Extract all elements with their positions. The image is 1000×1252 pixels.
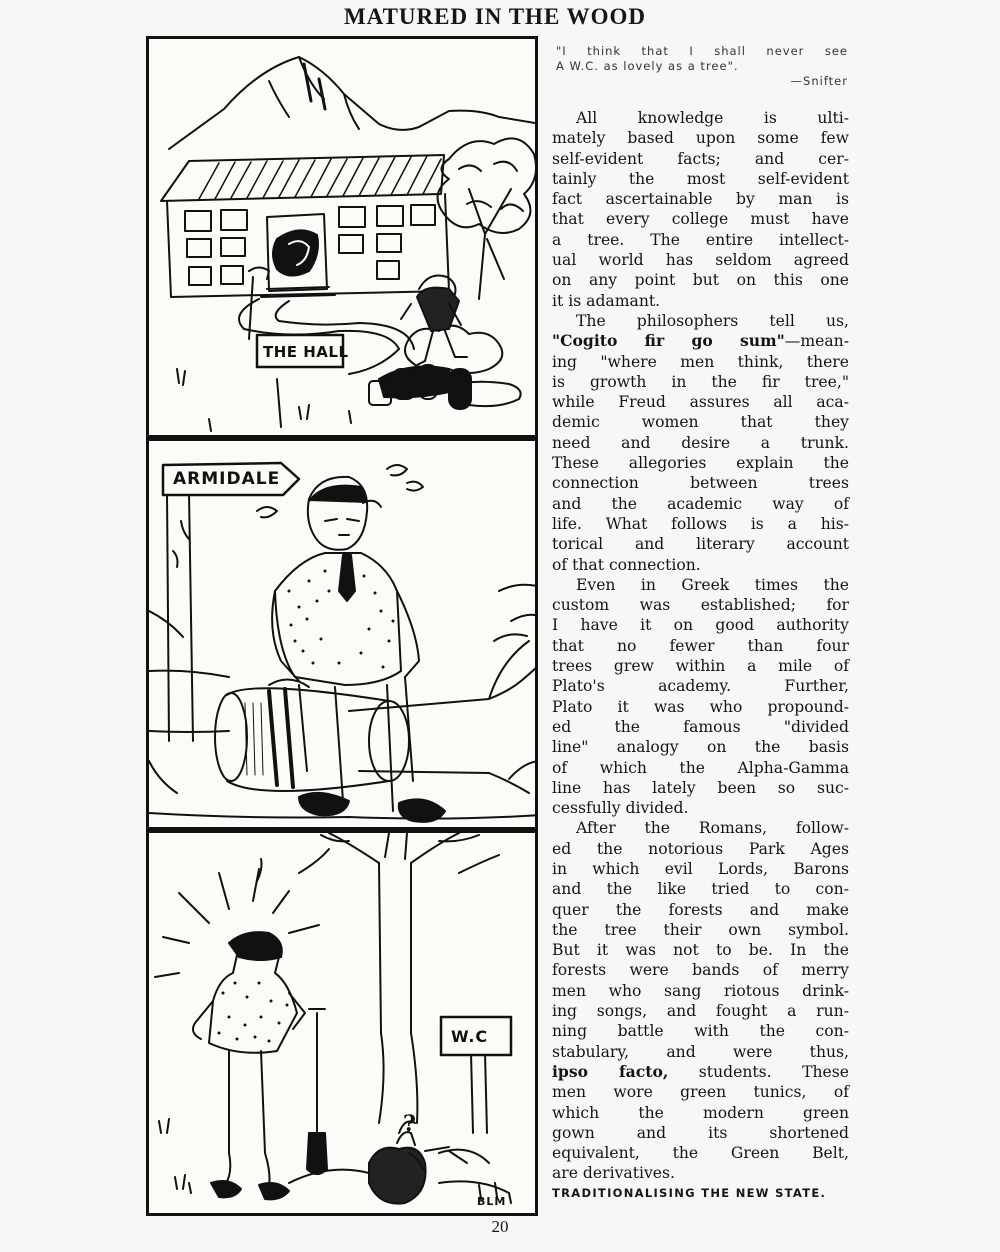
article-line: stabulary, and were thus, (552, 1042, 849, 1061)
comic-panel-3 (146, 830, 538, 1216)
article-line: self-evident facts; and cer- (552, 149, 849, 168)
article-line: "Cogito fir go sum"—mean- (552, 331, 849, 351)
article-line: These allegories explain the (552, 454, 849, 473)
epigraph (556, 44, 848, 89)
article-line: cessfully divided. (552, 799, 689, 818)
article-line: on any point but on this one (552, 271, 849, 290)
article-line: But it was not to be. In the (552, 941, 849, 960)
article-line: men who sang riotous drink- (552, 981, 849, 1000)
article-line: fact ascertainable by man is (552, 190, 849, 209)
article-line: that no fewer than four (552, 636, 849, 655)
article-line: torical and literary account (552, 535, 849, 554)
article-line: gown and its shortened (552, 1123, 849, 1142)
article-line: in which evil Lords, Barons (552, 859, 849, 878)
article-line: Even in Greek times the (576, 575, 849, 594)
article-line: a tree. The entire intellect- (552, 230, 849, 249)
article-line: while Freud assures all aca- (552, 393, 849, 412)
article-line: ing "where men think, there (552, 352, 849, 371)
comic-panel-1 (146, 36, 538, 438)
article-line: line" analogy on the basis (552, 738, 849, 757)
panel-2-drawing (149, 441, 538, 827)
article-line: line has lately been so suc- (552, 778, 849, 797)
artist-signature: BLM (477, 1195, 507, 1208)
armidale-sign: ARMIDALE (173, 469, 281, 489)
article-line: The philosophers tell us, (576, 311, 849, 330)
article-line: I have it on good authority (552, 616, 849, 635)
page-number: 20 (491, 1217, 509, 1236)
article-body (552, 108, 849, 1184)
article-line: demic women that they (552, 413, 849, 432)
article-line: ipso facto, students. These (552, 1061, 849, 1081)
panel-3-drawing (149, 833, 538, 1216)
article-line: the tree their own symbol. (552, 920, 849, 939)
article-line: mately based upon some few (552, 129, 849, 148)
article-line: All knowledge is ulti- (576, 109, 849, 127)
article-line: connection between trees (552, 474, 849, 493)
epigraph-line: "I think that I shall never see (556, 44, 848, 58)
article-line: are derivatives. (552, 1164, 675, 1183)
wc-sign: W.C (451, 1027, 489, 1046)
article-line: trees grew within a mile of (552, 657, 849, 676)
article-line: ual world has seldom agreed (552, 251, 849, 270)
article-line: and the like tried to con- (552, 880, 849, 899)
article-line: forests were bands of merry (552, 961, 849, 980)
article-line: of which the Alpha-Gamma (552, 758, 849, 777)
comic-caption: TRADITIONALISING THE NEW STATE. (552, 1186, 827, 1200)
article-line: of that connection. (552, 555, 701, 574)
article-line: After the Romans, follow- (576, 819, 849, 838)
article-line: which the modern green (552, 1103, 849, 1122)
article-line: equivalent, the Green Belt, (552, 1144, 849, 1163)
epigraph-line: A W.C. as lovely as a tree". (556, 59, 739, 73)
article-line: life. What follows is a his- (552, 514, 849, 533)
article-line: is growth in the fir tree," (552, 372, 849, 391)
article-line: ning battle with the con- (552, 1022, 849, 1041)
article-line: Plato's academy. Further, (552, 677, 849, 696)
article-line: Plato it was who propound- (552, 697, 849, 716)
epigraph-attribution: —Snifter (790, 74, 848, 88)
article-line: ing songs, and fought a run- (552, 1002, 849, 1021)
comic-strip (146, 36, 538, 1216)
article-line: quer the forests and make (552, 900, 849, 919)
svg-text:?: ? (403, 1111, 416, 1137)
comic-panel-2 (146, 438, 538, 830)
article-line: tainly the most self-evident (552, 169, 849, 188)
article-line: that every college must have (552, 210, 849, 229)
article-line: men wore green tunics, of (552, 1083, 849, 1102)
page-title: MATURED IN THE WOOD (343, 4, 647, 29)
article-line: custom was established; for (552, 596, 849, 615)
panel-1-drawing (149, 39, 538, 438)
article-line: ed the notorious Park Ages (552, 839, 849, 858)
article-line: ed the famous "divided (552, 717, 849, 736)
article-line: it is adamant. (552, 291, 661, 310)
the-hall-sign: THE HALL (263, 343, 349, 361)
article-line: and the academic way of (552, 494, 849, 513)
article-line: need and desire a trunk. (552, 433, 849, 452)
